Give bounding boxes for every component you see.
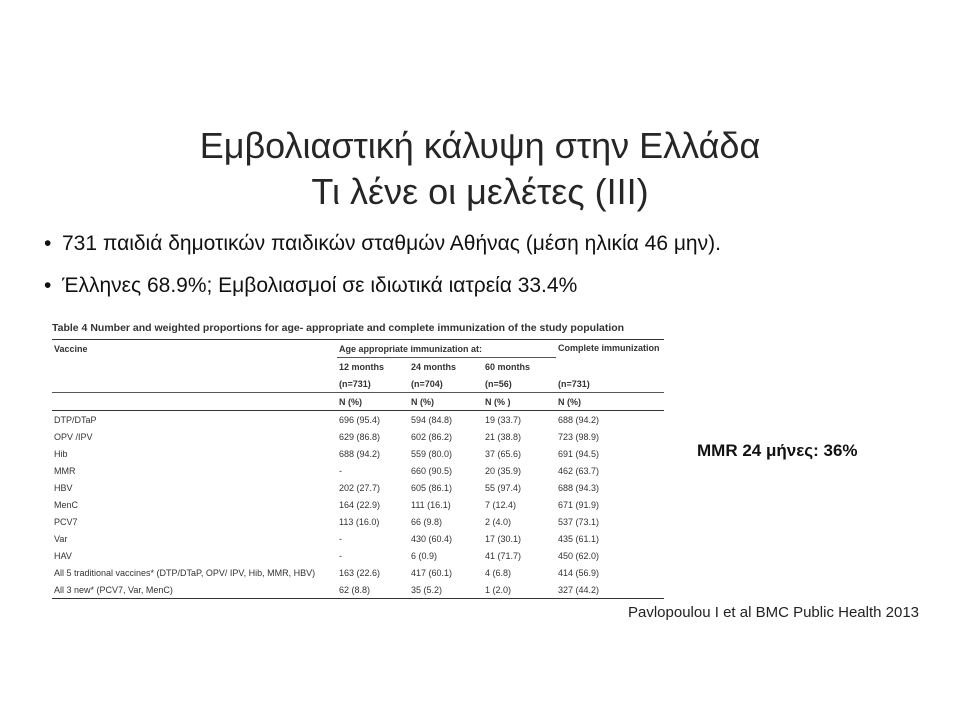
bullet-item xyxy=(44,274,721,298)
header-n-60m: (n=56) xyxy=(485,378,512,389)
cell-complete: 327 (44.2) xyxy=(556,581,664,599)
cell-24m: 594 (84.8) xyxy=(411,414,453,425)
cell-complete: 450 (62.0) xyxy=(558,550,600,561)
cell-24m: 559 (80.0) xyxy=(411,448,453,459)
cell-complete: 723 (98.9) xyxy=(558,431,600,442)
table-caption: Table 4 Number and weighted proportions for age- appropriate and complete immunization of the study population xyxy=(52,320,664,340)
bullet-item xyxy=(44,232,721,256)
cell-60m: 17 (30.1) xyxy=(485,533,522,544)
header-n-24m: (n=704) xyxy=(411,378,443,389)
cell-vaccine: Var xyxy=(54,533,68,544)
cell-vaccine: All 3 new* (PCV7, Var, MenC) xyxy=(52,581,337,599)
header-n-12m: (n=731) xyxy=(339,378,371,389)
immunization-table-figure xyxy=(52,320,664,599)
cell-vaccine: DTP/DTaP xyxy=(54,414,97,425)
cell-60m: 4 (6.8) xyxy=(485,567,512,578)
slide-title xyxy=(0,123,960,215)
cell-12m: 163 (22.6) xyxy=(339,567,381,578)
header-unit: N (%) xyxy=(409,393,483,411)
cell-12m: - xyxy=(339,465,342,476)
cell-complete: 462 (63.7) xyxy=(558,465,600,476)
table-row xyxy=(52,479,664,496)
cell-vaccine: MenC xyxy=(54,499,79,510)
header-n-complete: (n=731) xyxy=(558,378,590,389)
cell-complete: 414 (56.9) xyxy=(558,567,600,578)
cell-12m: 202 (27.7) xyxy=(339,482,381,493)
bullet-glyph: • xyxy=(44,232,52,255)
header-age-group: Age appropriate immunization at: xyxy=(337,340,556,358)
table-row xyxy=(52,428,664,445)
cell-60m: 2 (4.0) xyxy=(485,516,512,527)
cell-60m: 41 (71.7) xyxy=(485,550,522,561)
cell-60m: 20 (35.9) xyxy=(485,465,522,476)
cell-24m: 605 (86.1) xyxy=(411,482,453,493)
cell-60m: 37 (65.6) xyxy=(485,448,522,459)
table-row xyxy=(52,513,664,530)
cell-12m: 688 (94.2) xyxy=(339,448,381,459)
source-citation: Pavlopoulou I et al BMC Public Health 2013 xyxy=(628,604,920,621)
cell-60m: 7 (12.4) xyxy=(485,499,517,510)
table-row xyxy=(52,411,664,429)
table-body xyxy=(52,411,664,599)
cell-vaccine: PCV7 xyxy=(54,516,78,527)
cell-complete: 691 (94.5) xyxy=(558,448,600,459)
table-row xyxy=(52,564,664,581)
cell-12m: 62 (8.8) xyxy=(337,581,409,599)
header-unit: N (% ) xyxy=(483,393,556,411)
cell-24m: 417 (60.1) xyxy=(411,567,453,578)
cell-60m: 19 (33.7) xyxy=(485,414,522,425)
header-col-12m: 12 months xyxy=(339,361,385,372)
cell-12m: 629 (86.8) xyxy=(339,431,381,442)
cell-24m: 35 (5.2) xyxy=(409,581,483,599)
bullet-list xyxy=(44,232,721,316)
cell-24m: 111 (16.1) xyxy=(411,499,451,510)
cell-60m: 21 (38.8) xyxy=(485,431,522,442)
header-col-24m: 24 months xyxy=(411,361,457,372)
cell-12m: - xyxy=(339,550,342,561)
cell-24m: 6 (0.9) xyxy=(411,550,438,561)
cell-vaccine: All 5 traditional vaccines* (DTP/DTaP, OPV/ IPV, Hib, MMR, HBV) xyxy=(54,567,316,578)
table-row xyxy=(52,496,664,513)
slide-title-line-1: Εμβολιαστική κάλυψη στην Ελλάδα xyxy=(199,125,761,166)
cell-vaccine: MMR xyxy=(54,465,76,476)
bullet-text: Έλληνες 68.9%; Εμβολιασμοί σε ιδιωτικά ιατρεία 33.4% xyxy=(62,274,578,297)
cell-60m: 55 (97.4) xyxy=(485,482,522,493)
table-row xyxy=(52,445,664,462)
cell-60m: 1 (2.0) xyxy=(483,581,556,599)
cell-12m: - xyxy=(339,533,342,544)
cell-complete: 537 (73.1) xyxy=(558,516,600,527)
header-col-60m: 60 months xyxy=(485,361,531,372)
cell-24m: 602 (86.2) xyxy=(411,431,453,442)
cell-24m: 430 (60.4) xyxy=(411,533,453,544)
table-row xyxy=(52,462,664,479)
cell-complete: 688 (94.2) xyxy=(558,414,600,425)
slide-title-line-2: Τι λένε οι μελέτες (ΙΙΙ) xyxy=(311,171,649,212)
immunization-table xyxy=(52,340,664,599)
cell-12m: 164 (22.9) xyxy=(339,499,381,510)
cell-12m: 113 (16.0) xyxy=(339,516,380,527)
cell-vaccine: HAV xyxy=(54,550,72,561)
header-vaccine: Vaccine xyxy=(54,344,88,354)
header-unit: N (%) xyxy=(556,393,664,411)
cell-vaccine: OPV /IPV xyxy=(54,431,93,442)
cell-24m: 66 (9.8) xyxy=(411,516,443,527)
table-row xyxy=(52,547,664,564)
mmr-callout: MMR 24 μήνες: 36% xyxy=(697,441,858,460)
cell-vaccine: HBV xyxy=(54,482,73,493)
cell-24m: 660 (90.5) xyxy=(411,465,453,476)
header-complete: Complete immunization xyxy=(558,343,660,353)
table-row xyxy=(52,581,664,599)
cell-complete: 671 (91.9) xyxy=(558,499,600,510)
cell-vaccine: Hib xyxy=(54,448,68,459)
cell-complete: 688 (94.3) xyxy=(558,482,600,493)
cell-12m: 696 (95.4) xyxy=(339,414,381,425)
cell-complete: 435 (61.1) xyxy=(558,533,600,544)
bullet-glyph: • xyxy=(44,274,52,297)
header-blank xyxy=(52,393,337,411)
header-unit: N (%) xyxy=(337,393,409,411)
bullet-text: 731 παιδιά δημοτικών παιδικών σταθμών Αθήνας (μέση ηλικία 46 μην). xyxy=(62,232,721,255)
table-row xyxy=(52,530,664,547)
